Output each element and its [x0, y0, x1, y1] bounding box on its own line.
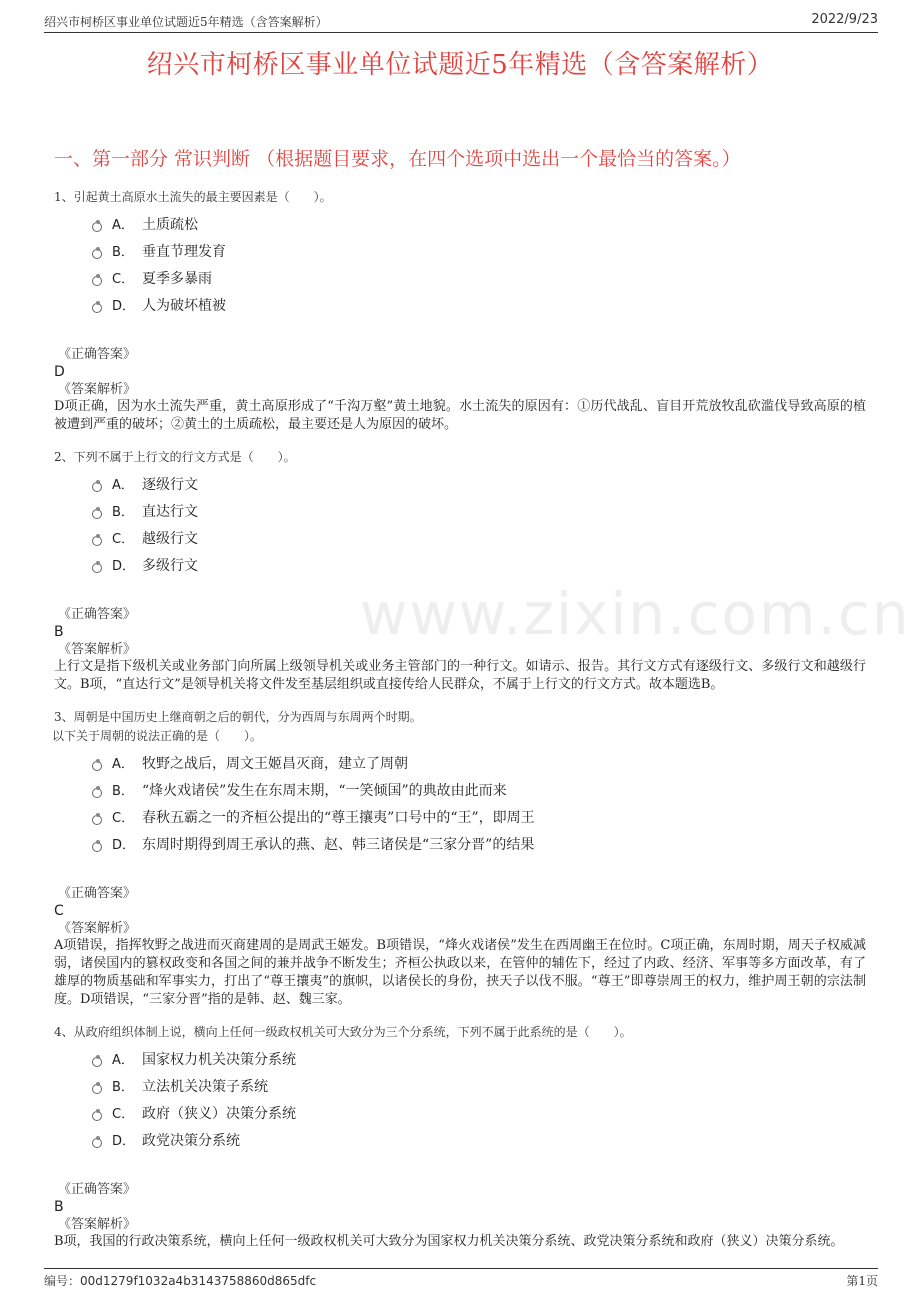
- explanation-text: D项正确，因为水土流失严重，黄土高原形成了“千沟万壑”黄土地貌。水土流失的原因有：①历代战乱、盲目开荒放牧乱砍滥伐导致高原的植被遭到严重的破坏；②黄土的土质疏松，最主要还是人为原因的破坏。: [54, 399, 866, 432]
- option-d[interactable]: D． 人为破坏植被: [92, 291, 866, 318]
- radio-icon[interactable]: [92, 1138, 102, 1148]
- question-2: [54, 448, 866, 694]
- option-b[interactable]: B． 立法机关决策子系统: [92, 1072, 866, 1099]
- radio-icon[interactable]: [92, 815, 102, 825]
- explanation-label: 《答案解析》: [58, 921, 137, 936]
- radio-icon[interactable]: [92, 276, 102, 286]
- radio-icon[interactable]: [92, 788, 102, 798]
- explanation-text: B项，我国的行政决策系统，横向上任何一级政权机关可大致分为国家权力机关决策分系统、政党决策分系统和政府（狭义）决策分系统。: [54, 1234, 844, 1249]
- explanation-label: 《答案解析》: [58, 382, 137, 397]
- option-d[interactable]: D． 政党决策分系统: [92, 1126, 866, 1153]
- header-date: 2022/9/23: [811, 12, 878, 27]
- option-list: [92, 749, 866, 857]
- radio-icon[interactable]: [92, 222, 102, 232]
- radio-icon[interactable]: [92, 509, 102, 519]
- explanation-label: 《答案解析》: [58, 1217, 137, 1232]
- answer-value: B: [54, 1199, 64, 1215]
- answer-value: D: [54, 364, 65, 380]
- answer-value: B: [54, 624, 64, 640]
- option-b[interactable]: B． 垂直节理发育: [92, 237, 866, 264]
- option-a[interactable]: A． 国家权力机关决策分系统: [92, 1045, 866, 1072]
- question-4: [54, 1023, 866, 1251]
- option-b[interactable]: B． “烽火戏诸侯”发生在东周末期，“一笑倾国”的典故由此而来: [92, 776, 866, 803]
- question-stem-2: 以下关于周朝的说法正确的是（ ）。: [52, 729, 263, 743]
- answer-value: C: [54, 903, 64, 919]
- option-c[interactable]: C． 越级行文: [92, 524, 866, 551]
- question-stem: 2、下列不属于上行文的行文方式是（ ）。: [54, 450, 296, 464]
- section-title: 一、第一部分 常识判断 （根据题目要求，在四个选项中选出一个最恰当的答案。）: [54, 148, 741, 170]
- question-stem: 1、引起黄土高原水土流失的最主要因素是（ ）。: [54, 190, 332, 204]
- explanation-text: A项错误，指挥牧野之战进而灭商建周的是周武王姬发。B项错误，“烽火戏诸侯”发生在西周幽王在位时。C项正确，东周时期，周天子权威减弱，诸侯国内的篡权政变和各国之间的兼并战争不断发生；齐桓公执政以来，在管仲的辅佐下，经过了内政、经济、军事等多方面改革，有了雄厚的物质基础和军事实力，打出了“尊王攘夷”的旗帜，以诸侯长的身份，挟天子以伐不服。“尊王”即尊崇周王的权力，维护周王朝的宗法制度。D项错误，“三家分晋”指的是韩、赵、魏三家。: [54, 938, 866, 1007]
- radio-icon[interactable]: [92, 303, 102, 313]
- answer-label: 《正确答案》: [58, 1182, 137, 1197]
- radio-icon[interactable]: [92, 1057, 102, 1067]
- question-stem: 4、从政府组织体制上说，横向上任何一级政权机关可大致分为三个分系统，下列不属于此系统的是（ ）。: [54, 1025, 632, 1039]
- radio-icon[interactable]: [92, 1111, 102, 1121]
- radio-icon[interactable]: [92, 536, 102, 546]
- watermark: www.zixin.com.cn: [360, 580, 911, 648]
- explanation-label: 《答案解析》: [58, 642, 137, 657]
- option-list: [92, 210, 866, 318]
- question-3: [54, 708, 866, 1009]
- radio-icon[interactable]: [92, 761, 102, 771]
- page-footer: [44, 1268, 878, 1291]
- option-list: [92, 470, 866, 578]
- option-c[interactable]: C． 春秋五霸之一的齐桓公提出的“尊王攘夷”口号中的“王”，即周王: [92, 803, 866, 830]
- option-d[interactable]: D． 东周时期得到周王承认的燕、赵、韩三诸侯是“三家分晋”的结果: [92, 830, 866, 857]
- option-d[interactable]: D． 多级行文: [92, 551, 866, 578]
- radio-icon[interactable]: [92, 1084, 102, 1094]
- option-a[interactable]: A． 牧野之战后，周文王姬昌灭商，建立了周朝: [92, 749, 866, 776]
- question-stem: 3、周朝是中国历史上继商朝之后的朝代，分为西周与东周两个时期。: [54, 710, 422, 724]
- option-c[interactable]: C． 夏季多暴雨: [92, 264, 866, 291]
- page-header: [44, 10, 878, 33]
- page-number: 第1页: [846, 1274, 878, 1288]
- header-doc-name: 绍兴市柯桥区事业单位试题近5年精选（含答案解析）: [44, 15, 328, 29]
- radio-icon[interactable]: [92, 563, 102, 573]
- radio-icon[interactable]: [92, 842, 102, 852]
- option-list: [92, 1045, 866, 1153]
- radio-icon[interactable]: [92, 249, 102, 259]
- option-b[interactable]: B． 直达行文: [92, 497, 866, 524]
- footer-code: 编号：00d1279f1032a4b3143758860d865dfc: [44, 1274, 317, 1288]
- option-a[interactable]: A． 逐级行文: [92, 470, 866, 497]
- radio-icon[interactable]: [92, 482, 102, 492]
- page-title: 绍兴市柯桥区事业单位试题近5年精选（含答案解析）: [146, 50, 774, 80]
- option-c[interactable]: C． 政府（狭义）决策分系统: [92, 1099, 866, 1126]
- question-1: [54, 188, 866, 434]
- questions-container: [54, 188, 866, 1251]
- answer-label: 《正确答案》: [58, 886, 137, 901]
- explanation-text: 上行文是指下级机关或业务部门向所属上级领导机关或业务主管部门的一种行文。如请示、报告。其行文方式有逐级行文、多级行文和越级行文。B项，“直达行文”是领导机关将文件发至基层组织或直接传给人民群众，不属于上行文的行文方式。故本题选B。: [54, 659, 866, 692]
- option-a[interactable]: A． 土质疏松: [92, 210, 866, 237]
- answer-label: 《正确答案》: [58, 607, 137, 622]
- answer-label: 《正确答案》: [58, 347, 137, 362]
